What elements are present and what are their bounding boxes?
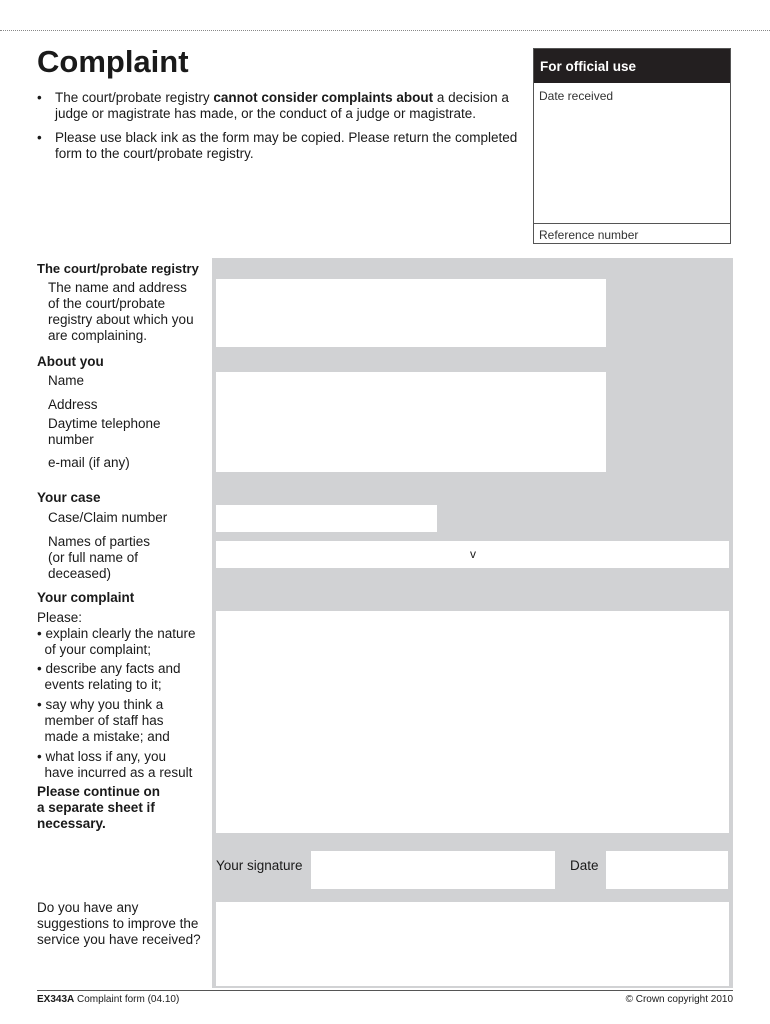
instruction-text: Please use black ink as the form may be copied. Please return the completed form to the court/probate registry. [55, 130, 518, 161]
complaint-guidance-line: member of staff has [37, 713, 164, 728]
your-complaint-heading: Your complaint [37, 590, 135, 605]
suggestions-field[interactable] [216, 902, 729, 986]
continue-note: Please continue on [37, 784, 161, 799]
complaint-guidance-line: events relating to it; [37, 677, 162, 692]
suggestions-label: service you have received? [37, 932, 201, 947]
signature-label: Your signature [216, 858, 303, 873]
footer-copyright: © Crown copyright 2010 [625, 994, 733, 1005]
date-label: Date [570, 858, 599, 873]
email-label: e-mail (if any) [48, 455, 130, 470]
complaint-guidance-line: • describe any facts and [37, 661, 181, 676]
dotted-cut-line [0, 30, 770, 31]
case-number-label: Case/Claim number [48, 510, 168, 525]
complaint-guidance-line: have incurred as a result [37, 765, 193, 780]
name-label: Name [48, 373, 85, 388]
versus-label: v [470, 547, 476, 561]
parties-label: Names of parties [48, 534, 151, 549]
page-title: Complaint [37, 44, 189, 79]
about-you-field[interactable] [216, 372, 606, 472]
case-number-field[interactable] [216, 505, 437, 532]
court-address-field[interactable] [216, 279, 606, 347]
form-name: Complaint form (04.10) [74, 994, 180, 1005]
footer-form-id [37, 994, 179, 1005]
complaint-guidance-line: • what loss if any, you [37, 749, 167, 764]
instruction-item [37, 90, 532, 122]
suggestions-label: suggestions to improve the [37, 916, 199, 931]
official-use-heading: For official use [534, 49, 730, 83]
signature-field[interactable] [311, 851, 555, 889]
official-divider [534, 223, 730, 224]
court-desc-line: registry about which you [48, 312, 194, 327]
complaint-guidance-line: made a mistake; and [37, 729, 170, 744]
address-label: Address [48, 397, 98, 412]
reference-number-label: Reference number [539, 228, 639, 242]
court-desc-line: The name and address [48, 280, 187, 295]
your-case-heading: Your case [37, 490, 101, 505]
complaint-guidance-line: • explain clearly the nature [37, 626, 196, 641]
instruction-emphasis: cannot consider complaints about [213, 90, 434, 105]
phone-label: number [48, 432, 94, 447]
court-desc-line: are complaining. [48, 328, 148, 343]
form-code: EX343A [37, 994, 75, 1005]
about-you-heading: About you [37, 354, 104, 369]
continue-note: a separate sheet if [37, 800, 155, 815]
court-desc-line: of the court/probate [48, 296, 166, 311]
date-field[interactable] [606, 851, 728, 889]
official-use-box [533, 48, 731, 244]
complaint-guidance-line: • say why you think a [37, 697, 164, 712]
parties-label: deceased) [48, 566, 112, 581]
court-section-heading: The court/probate registry [37, 261, 199, 276]
parties-label: (or full name of [48, 550, 139, 565]
instruction-item [37, 130, 532, 162]
date-received-label: Date received [539, 89, 614, 103]
complaint-guidance-line: of your complaint; [37, 642, 152, 657]
suggestions-label: Do you have any [37, 900, 139, 915]
instruction-text: a decision a judge or magistrate has made, or the conduct of a judge or magistrate. [55, 90, 509, 121]
instruction-text: The court/probate registry [55, 90, 214, 105]
continue-note: necessary. [37, 816, 106, 831]
please-label: Please: [37, 610, 83, 625]
footer-rule [37, 990, 733, 991]
phone-label: Daytime telephone [48, 416, 161, 431]
complaint-field[interactable] [216, 611, 729, 833]
instructions-list [37, 90, 532, 170]
